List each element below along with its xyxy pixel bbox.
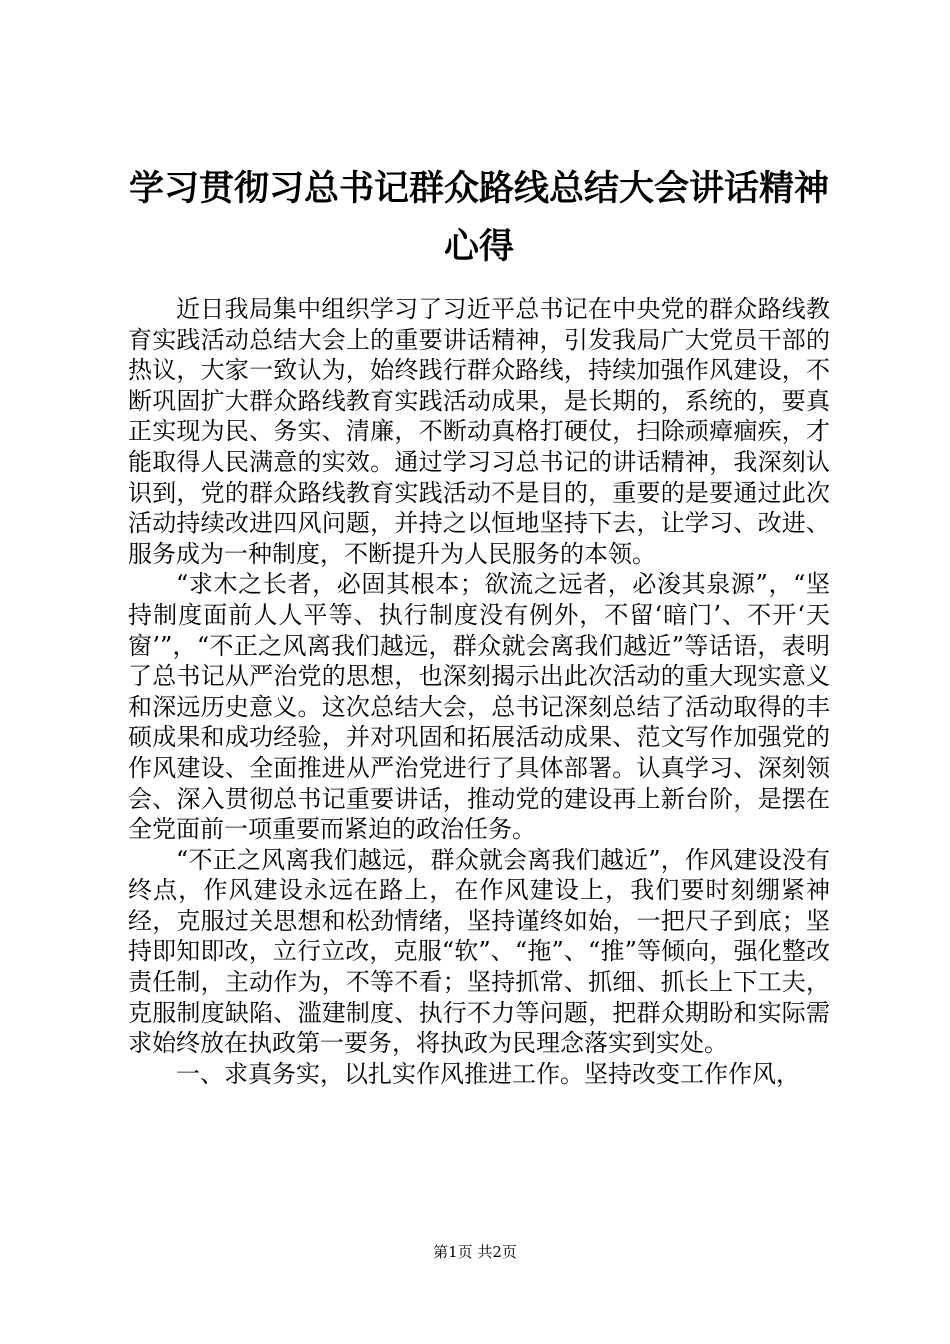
document-page	[128, 0, 830, 1344]
document-body	[128, 294, 830, 1089]
page-footer: 第1页 共2页	[433, 1243, 517, 1261]
paragraph-3: “不正之风离我们越远，群众就会离我们越近”，作风建设没有终点，作风建设永远在路上，在作风建设上，我们要时刻绷紧神经，克服过关思想和松劲情绪，坚持谨终如始，一把尺子到底；坚持即知即改，立行立改，克服“软”、“拖”、“推”等倾向，强化整改责任制，主动作为，不等不看；坚持抓常、抓细、抓长上下工夫，克服制度缺陷、滥建制度、执行不力等问题，把群众期盼和实际需求始终放在执政第一要务，将执政为民理念落实到实处。	[128, 845, 830, 1058]
paragraph-4: 一、求真务实，以扎实作风推进工作。坚持改变工作作风，	[176, 1059, 800, 1088]
paragraph-1: 近日我局集中组织学习了习近平总书记在中央党的群众路线教育实践活动总结大会上的重要讲话精神，引发我局广大党员干部的热议，大家一致认为，始终践行群众路线，持续加强作风建设，不断巩固扩大群众路线教育实践活动成果，是长期的，系统的，要真正实现为民、务实、清廉，不断动真格打硬仗，扫除顽瘴痼疾，才能取得人民满意的实效。通过学习习总书记的讲话精神，我深刻认识到，党的群众路线教育实践活动不是目的，重要的是要通过此次活动持续改进四风问题，并持之以恒地坚持下去，让学习、改进、服务成为一种制度，不断提升为人民服务的本领。	[128, 295, 830, 568]
paragraph-2: “求木之长者，必固其根本；欲流之远者，必浚其泉源”，“坚持制度面前人人平等、执行制度没有例外，不留‘暗门’、不开‘天窗’”，“不正之风离我们越远，群众就会离我们越近”等话语，表明了总书记从严治党的思想，也深刻揭示出此次活动的重大现实意义和深远历史意义。这次总结大会，总书记深刻总结了活动取得的丰硕成果和成功经验，并对巩固和拓展活动成果、范文写作加强党的作风建设、全面推进从严治党进行了具体部署。认真学习、深刻领会、深入贯彻总书记重要讲话，推动党的建设再上新台阶，是摆在全党面前一项重要而紧迫的政治任务。	[128, 570, 830, 844]
document-title: 学习贯彻习总书记群众路线总结大会讲话精神心得	[128, 169, 829, 267]
